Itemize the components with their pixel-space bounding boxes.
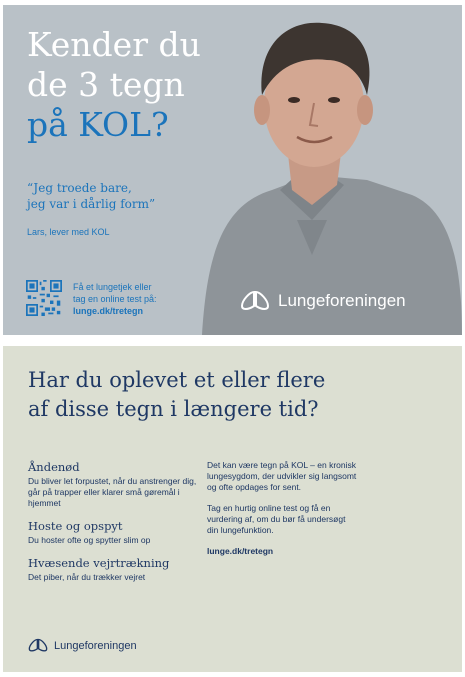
back-title-line-2: af disse tegn i længere tid? — [28, 397, 319, 421]
man-portrait-illustration — [162, 5, 462, 335]
lungs-icon — [240, 290, 270, 312]
headline — [27, 25, 201, 145]
qr-code-icon[interactable] — [26, 280, 62, 316]
brand-logo-back — [28, 638, 137, 653]
brand-name-back: Lungeforeningen — [54, 639, 137, 652]
cta-line-2: tag en online test på: — [73, 294, 157, 304]
quote-attribution: Lars, lever med KOL — [27, 227, 110, 237]
info-text-test: Tag en hurtig online test og få en vurdering af, om du bør få undersøgt din lungefunktion. — [207, 503, 346, 535]
symptom-text: Du hoster ofte og spytter slim op — [28, 535, 151, 545]
symptom-title: Hoste og opspyt — [28, 519, 123, 533]
symptom-text: Du bliver let forpustet, når du anstrenger dig, går på trapper eller klarer små gøremål i hjemmet — [28, 476, 197, 508]
brand-name: Lungeforeningen — [278, 291, 406, 310]
symptom-text: Det piber, når du trækker vejret — [28, 572, 146, 582]
test-url-link[interactable]: lunge.dk/tretegn — [207, 546, 274, 556]
brand-logo — [240, 290, 406, 312]
front-card — [3, 5, 462, 335]
headline-line-3: på KOL? — [27, 105, 169, 144]
symptom-title: Åndenød — [28, 460, 80, 474]
back-title-line-1: Har du oplevet et eller flere — [28, 368, 326, 392]
back-card — [3, 346, 462, 672]
info-text-kol: Det kan være tegn på KOL – en kronisk lungesygdom, der udvikler sig langsomt og ofte opdages for sent. — [207, 460, 357, 492]
symptom-title: Hvæsende vejrtrækning — [28, 556, 170, 570]
headline-line-2: de 3 tegn — [27, 65, 185, 104]
quote-line-2: jeg var i dårlig form” — [27, 197, 156, 211]
cta-line-1: Få et lungetjek eller — [73, 282, 152, 292]
testimonial-quote — [27, 180, 197, 212]
quote-line-1: “Jeg troede bare, — [27, 181, 132, 195]
symptoms-list — [28, 460, 198, 593]
cta-url-link[interactable]: lunge.dk/tretegn — [73, 306, 144, 316]
back-title — [28, 366, 448, 424]
headline-line-1: Kender du — [27, 25, 201, 64]
call-to-action — [73, 281, 193, 317]
info-column — [207, 460, 357, 556]
lungs-icon — [28, 638, 48, 653]
